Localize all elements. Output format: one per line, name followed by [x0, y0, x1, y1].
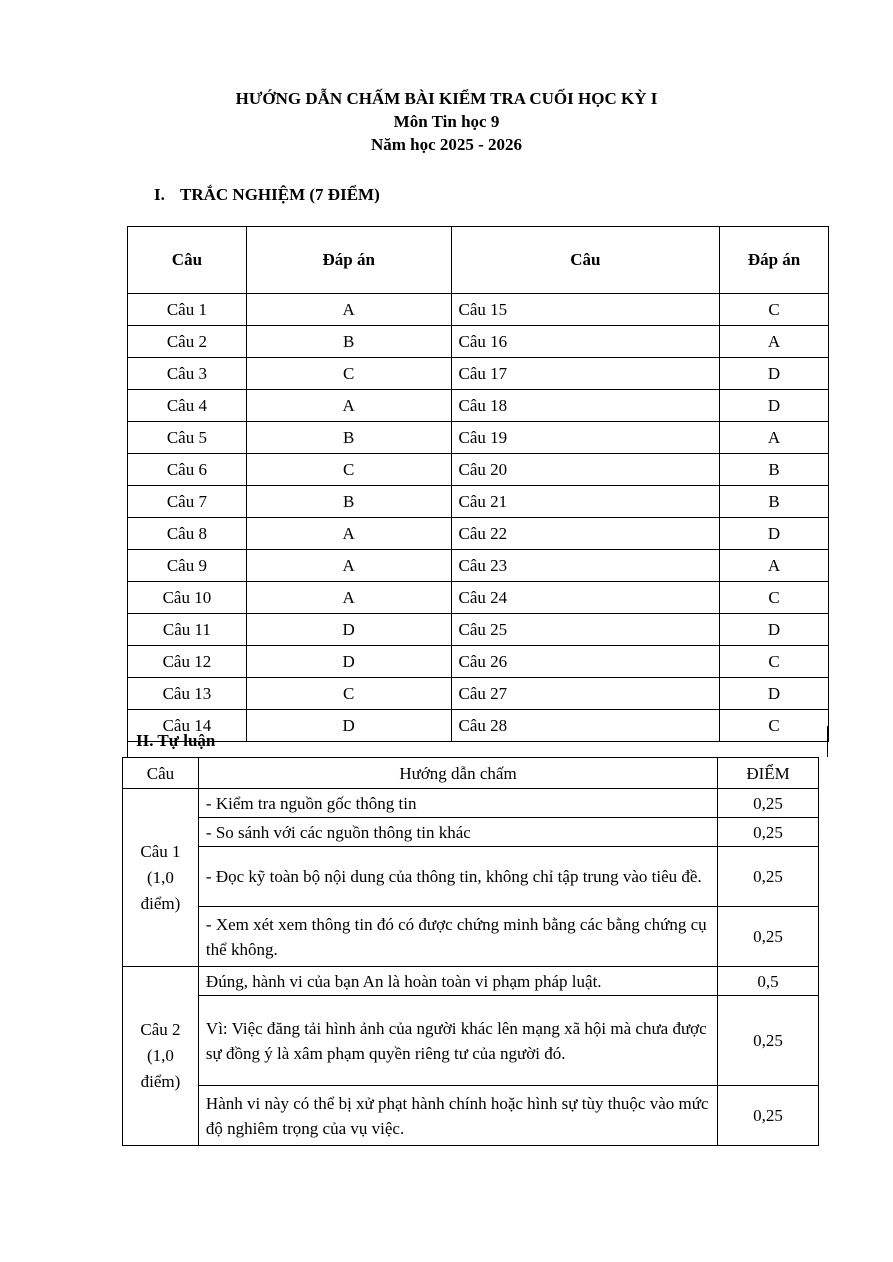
- criterion-points: 0,25: [718, 996, 819, 1086]
- criterion-points: 0,25: [718, 1086, 819, 1146]
- mc-question-cell: Câu 12: [128, 646, 247, 678]
- mc-answer-cell: B: [246, 326, 451, 358]
- document-subject: Môn Tin học 9: [393, 112, 500, 131]
- essay-row: [123, 967, 819, 996]
- mc-question-cell: Câu 9: [128, 550, 247, 582]
- mc-row: [128, 390, 829, 422]
- grading-criterion: Vì: Việc đăng tải hình ảnh của người khác lên mạng xã hội mà chưa được sự đồng ý là xâm phạm quyền riêng tư của người đó.: [198, 996, 717, 1086]
- mc-row: [128, 454, 829, 486]
- mc-answer-cell: C: [246, 358, 451, 390]
- mc-question-cell: Câu 23: [451, 550, 720, 582]
- mc-row: [128, 358, 829, 390]
- mc-row: [128, 422, 829, 454]
- mc-header-question: Câu: [128, 227, 247, 294]
- grading-criterion: Đúng, hành vi của bạn An là hoàn toàn vi phạm pháp luật.: [198, 967, 717, 996]
- mc-question-cell: Câu 21: [451, 486, 720, 518]
- mc-answer-cell: B: [720, 454, 829, 486]
- mc-answer-cell: A: [720, 326, 829, 358]
- mc-answer-cell: A: [246, 390, 451, 422]
- mc-question-cell: Câu 20: [451, 454, 720, 486]
- criterion-points: 0,25: [718, 907, 819, 967]
- mc-question-cell: Câu 7: [128, 486, 247, 518]
- mc-question-cell: Câu 13: [128, 678, 247, 710]
- essay-question-label: [123, 967, 199, 1146]
- mc-answer-cell: A: [720, 422, 829, 454]
- mc-question-cell: Câu 8: [128, 518, 247, 550]
- mc-question-cell: Câu 19: [451, 422, 720, 454]
- mc-question-cell: Câu 10: [128, 582, 247, 614]
- grading-criterion: Hành vi này có thể bị xử phạt hành chính hoặc hình sự tùy thuộc vào mức độ nghiêm trọng của vụ việc.: [198, 1086, 717, 1146]
- mc-answer-cell: C: [720, 646, 829, 678]
- essay-header-points: ĐIỂM: [718, 758, 819, 789]
- mc-header-answer: Đáp án: [720, 227, 829, 294]
- section-1-heading: [154, 185, 380, 205]
- mc-row: [128, 678, 829, 710]
- grading-criterion: - Xem xét xem thông tin đó có được chứng minh bằng các bằng chứng cụ thể không.: [198, 907, 717, 967]
- mc-question-cell: Câu 24: [451, 582, 720, 614]
- essay-row: [123, 1086, 819, 1146]
- essay-header-question: Câu: [123, 758, 199, 789]
- mc-question-cell: Câu 25: [451, 614, 720, 646]
- mc-question-cell: Câu 2: [128, 326, 247, 358]
- essay-row: [123, 847, 819, 907]
- mc-row: [128, 582, 829, 614]
- mc-row: [128, 614, 829, 646]
- multiple-choice-answer-table: [127, 226, 829, 742]
- mc-answer-cell: B: [246, 486, 451, 518]
- mc-question-cell: Câu 27: [451, 678, 720, 710]
- mc-answer-cell: C: [246, 678, 451, 710]
- essay-row: [123, 789, 819, 818]
- mc-question-cell: Câu 4: [128, 390, 247, 422]
- essay-question-label-line: điểm): [140, 1072, 181, 1091]
- mc-answer-cell: A: [246, 518, 451, 550]
- mc-answer-cell: A: [246, 550, 451, 582]
- mc-question-cell: Câu 17: [451, 358, 720, 390]
- essay-header-row: [123, 758, 819, 789]
- mc-answer-cell: D: [246, 614, 451, 646]
- grading-criterion: - So sánh với các nguồn thông tin khác: [198, 818, 717, 847]
- essay-header-guide: Hướng dẫn chấm: [198, 758, 717, 789]
- essay-question-label-line: điểm): [140, 893, 181, 913]
- mc-header-answer: Đáp án: [246, 227, 451, 294]
- mc-answer-cell: C: [720, 294, 829, 326]
- grading-criterion: - Đọc kỹ toàn bộ nội dung của thông tin, không chỉ tập trung vào tiêu đề.: [198, 847, 717, 907]
- mc-question-cell: Câu 5: [128, 422, 247, 454]
- essay-question-label-line: Câu 2: [140, 1020, 181, 1039]
- mc-answer-cell: D: [246, 646, 451, 678]
- document-year: Năm học 2025 - 2026: [370, 135, 523, 154]
- essay-grading-table: [122, 757, 819, 1146]
- mc-answer-cell: C: [246, 454, 451, 486]
- mc-row: [128, 518, 829, 550]
- mc-answer-cell: D: [246, 710, 451, 742]
- mc-answer-cell: B: [720, 486, 829, 518]
- section-1-title: TRẮC NGHIỆM (7 ĐIỂM): [180, 185, 380, 204]
- essay-question-label-line: (1,0: [147, 867, 174, 887]
- mc-question-cell: Câu 14: [128, 710, 247, 742]
- essay-row: [123, 996, 819, 1086]
- mc-question-cell: Câu 15: [451, 294, 720, 326]
- mc-question-cell: Câu 11: [128, 614, 247, 646]
- mc-question-cell: Câu 28: [451, 710, 720, 742]
- section-1-number: I.: [154, 185, 165, 204]
- mc-answer-cell: D: [720, 678, 829, 710]
- mc-question-cell: Câu 22: [451, 518, 720, 550]
- mc-question-cell: Câu 3: [128, 358, 247, 390]
- mc-question-cell: Câu 16: [451, 326, 720, 358]
- mc-answer-cell: D: [720, 358, 829, 390]
- mc-answer-cell: C: [720, 582, 829, 614]
- mc-row: [128, 486, 829, 518]
- essay-row: [123, 818, 819, 847]
- mc-row: [128, 646, 829, 678]
- mc-answer-cell: A: [246, 582, 451, 614]
- mc-row: [128, 326, 829, 358]
- mc-question-cell: Câu 18: [451, 390, 720, 422]
- mc-header-row: [128, 227, 829, 294]
- mc-row: [128, 550, 829, 582]
- criterion-points: 0,25: [718, 789, 819, 818]
- mc-question-cell: Câu 6: [128, 454, 247, 486]
- document-title: HƯỚNG DẪN CHẤM BÀI KIỂM TRA CUỐI HỌC KỲ I: [235, 89, 658, 108]
- mc-answer-cell: A: [720, 550, 829, 582]
- section-2-title: II. Tự luận: [136, 731, 216, 750]
- mc-answer-cell: C: [720, 710, 829, 742]
- mc-row: [128, 294, 829, 326]
- mc-answer-cell: A: [246, 294, 451, 326]
- section-2-heading-row: [127, 726, 828, 757]
- criterion-points: 0,25: [718, 847, 819, 907]
- mc-question-cell: Câu 1: [128, 294, 247, 326]
- mc-question-cell: Câu 26: [451, 646, 720, 678]
- essay-row: [123, 907, 819, 967]
- mc-answer-cell: B: [246, 422, 451, 454]
- mc-answer-cell: D: [720, 518, 829, 550]
- grading-criterion: - Kiểm tra nguồn gốc thông tin: [198, 789, 717, 818]
- criterion-points: 0,5: [718, 967, 819, 996]
- mc-answer-cell: D: [720, 390, 829, 422]
- mc-header-question: Câu: [451, 227, 720, 294]
- criterion-points: 0,25: [718, 818, 819, 847]
- mc-answer-cell: D: [720, 614, 829, 646]
- essay-question-label: [123, 789, 199, 967]
- essay-question-label-line: Câu 1: [140, 841, 181, 861]
- essay-question-label-line: (1,0: [147, 1046, 174, 1065]
